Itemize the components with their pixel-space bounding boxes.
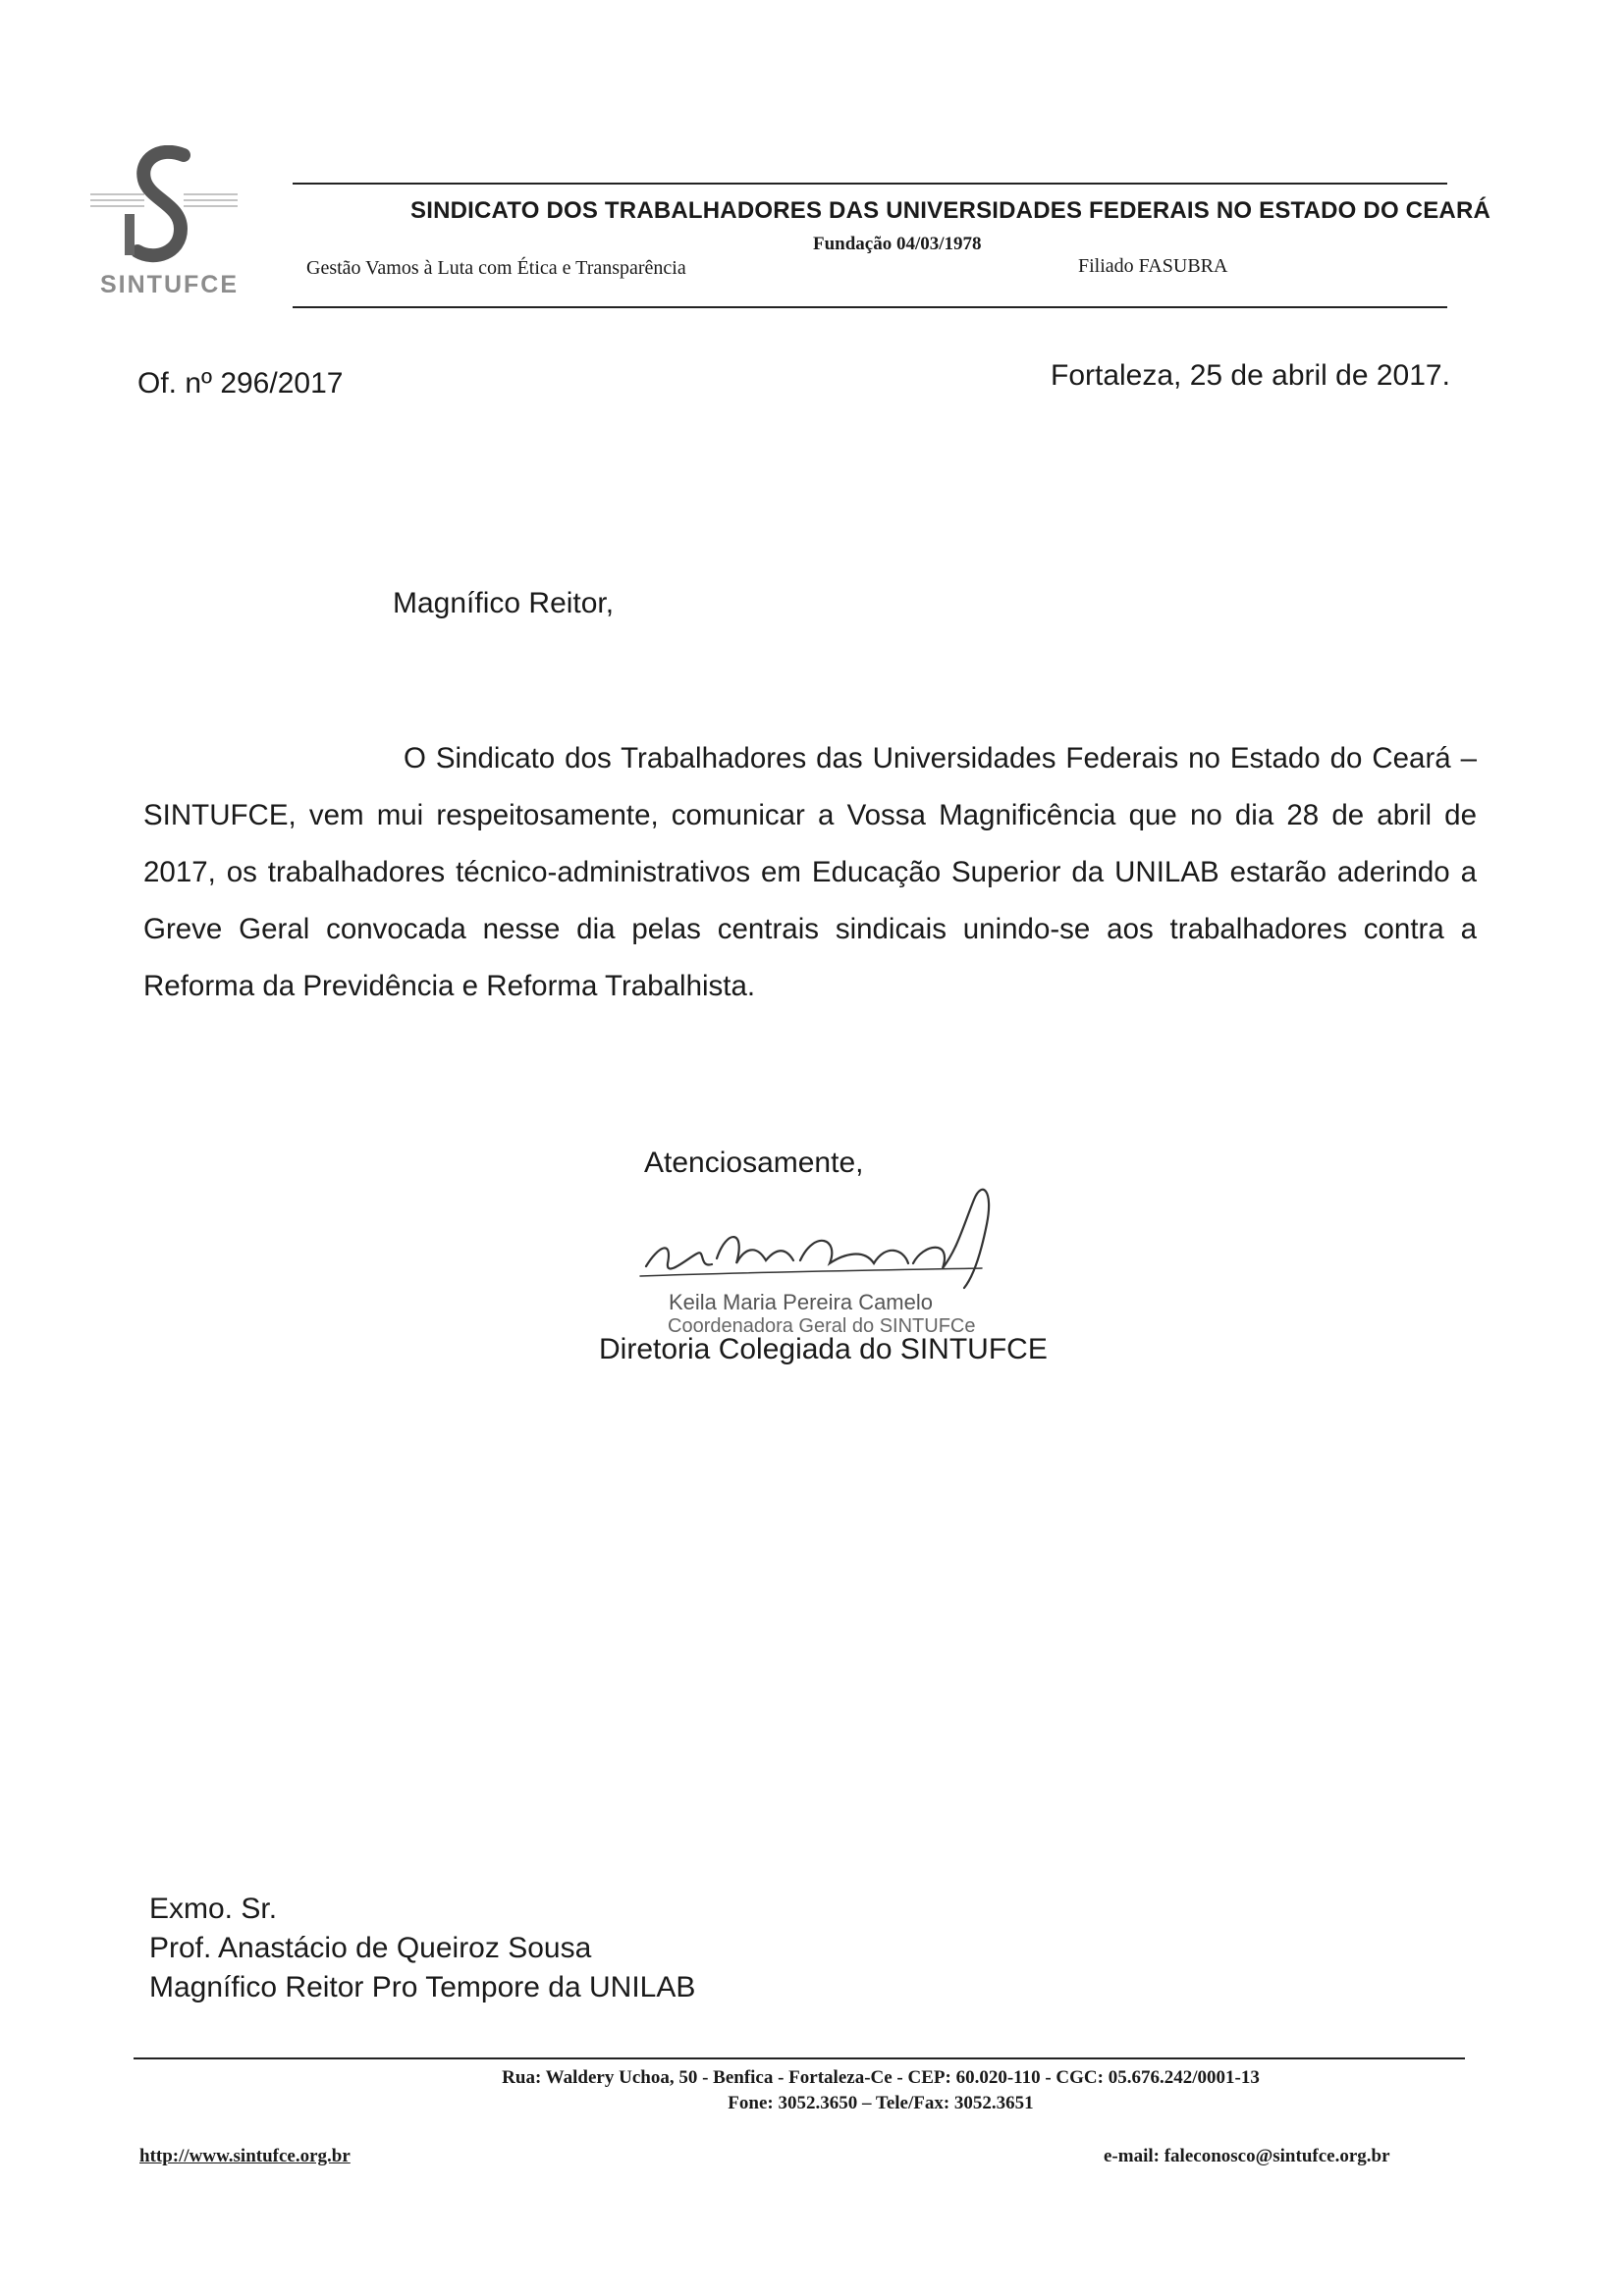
org-title: SINDICATO DOS TRABALHADORES DAS UNIVERSIDADES FEDERAIS NO ESTADO DO CEARÁ [410, 197, 1491, 224]
management-motto: Gestão Vamos à Luta com Ética e Transparência [306, 257, 686, 279]
email-contact[interactable]: e-mail: faleconosco@sintufce.org.br [1104, 2146, 1390, 2166]
addressee-title: Magnífico Reitor Pro Tempore da UNILAB [149, 1971, 696, 2003]
footer-address: Rua: Waldery Uchoa, 50 - Benfica - Fortaleza-Ce - CEP: 60.020-110 - CGC: 05.676.242/0001-13 [502, 2067, 1260, 2088]
sintufce-logo [90, 145, 238, 317]
letter-date: Fortaleza, 25 de abril de 2017. [1051, 359, 1450, 392]
header-top-rule [293, 183, 1447, 185]
salutation: Magnífico Reitor, [393, 587, 615, 619]
addressee-name: Prof. Anastácio de Queiroz Sousa [149, 1932, 592, 1964]
sintufce-emblem-icon [90, 145, 238, 273]
letter-number: Of. nº 296/2017 [137, 367, 344, 400]
signer-role: Coordenadora Geral do SINTUFCe [668, 1315, 976, 1337]
header-bottom-rule [293, 306, 1447, 308]
logo-wordmark: SINTUFCE [100, 271, 239, 298]
footer-phone: Fone: 3052.3650 – Tele/Fax: 3052.3651 [728, 2093, 1034, 2113]
signer-name: Keila Maria Pereira Camelo [669, 1290, 933, 1314]
affiliation: Filiado FASUBRA [1078, 255, 1228, 277]
footer-rule [134, 2057, 1465, 2059]
letter-body: O Sindicato dos Trabalhadores das Universidades Federais no Estado do Ceará – SINTUFCE, vem mui respeitosamente, comunicar a Vossa Magnificência que no dia 28 de abril de 2017, os trabalhadores técnico-administrativos em Educação Superior da UNILAB estarão aderindo a Greve Geral convocada nesse dia pelas centrais sindicais unindo-se aos trabalhadores contra a Reforma da Previdência e Reforma Trabalhista. [143, 742, 1477, 1002]
foundation-date: Fundação 04/03/1978 [813, 234, 982, 254]
signer-board: Diretoria Colegiada do SINTUFCE [599, 1333, 1048, 1365]
addressee-honorific: Exmo. Sr. [149, 1893, 278, 1925]
closing: Atenciosamente, [644, 1147, 864, 1179]
website-link[interactable]: http://www.sintufce.org.br [139, 2146, 351, 2166]
